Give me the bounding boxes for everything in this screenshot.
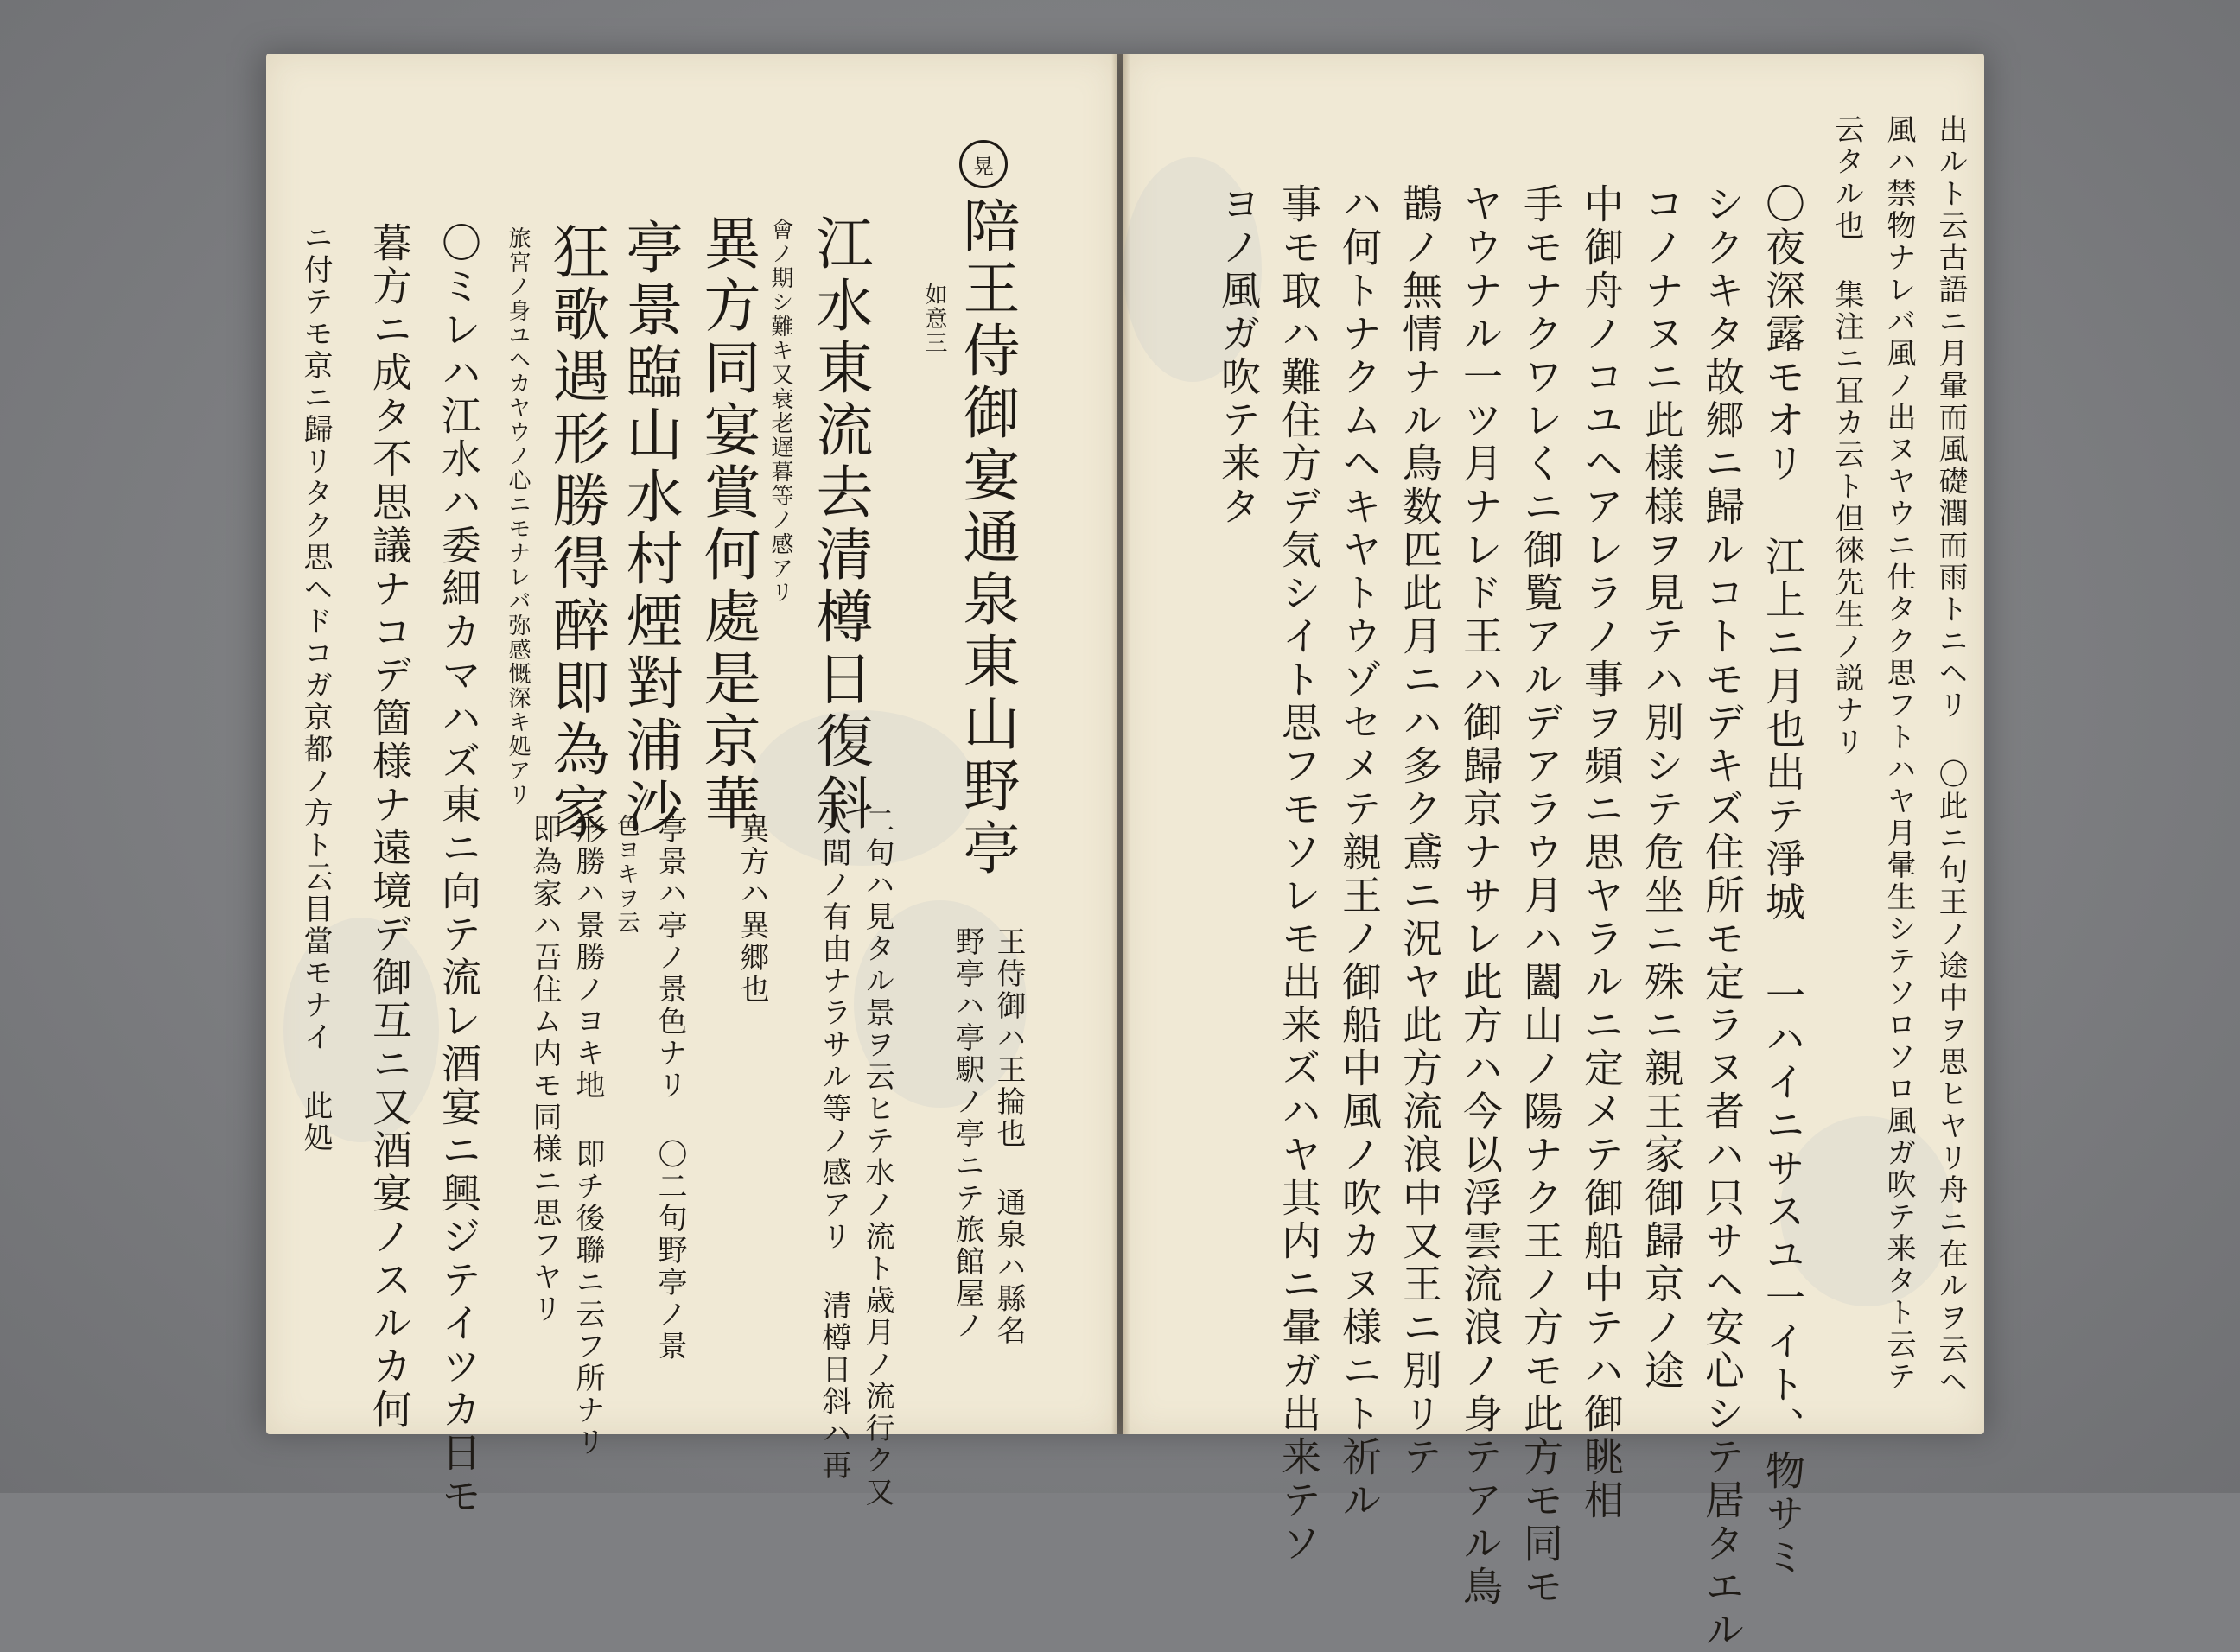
poem-line: 異方同宴賞何處是京華 — [694, 213, 760, 836]
note: 形勝ハ景勝ノヨキ地 即チ後聯ニ云フ所ナリ — [570, 814, 605, 1458]
left-page — [266, 54, 1117, 1518]
text-line: 風ハ禁物ナレバ風ノ出ヌヤウニ仕タク思フトハヤ月暈生シテソロソロ風ガ吹テ来タト云テ — [1881, 114, 1916, 1393]
note: 即為家ハ吾住ム内モ同様ニ思フヤリ — [527, 814, 562, 1325]
text-line: ハ何トナクムヘキヤトウゾセメテ親王ノ御船中風ノ吹カヌ様ニト祈ル — [1336, 183, 1383, 1522]
note: 亭景ハ亭ノ景色ナリ 〇二句野亭ノ景 — [652, 814, 687, 1363]
text-line: 〇夜深露モオリ 江上ニ月也出テ淨城 一ハイニサスユ一イト、物サミ — [1760, 183, 1806, 1579]
annotation: 會ノ期シ難キ又衰老遅暮等ノ感アリ — [767, 218, 793, 605]
text-line: ヨノ風ガ吹テ来タ — [1215, 183, 1262, 529]
book-gutter — [1111, 54, 1130, 1434]
text-line: 中御舟ノコユヘアレラノ事ヲ頻ニ思ヤラルニ定メテ御船中テハ御眺相 — [1578, 183, 1625, 1522]
text-line: ヤウナル一ツ月ナレド王ハ御歸京ナサレ此方ハ今以浮雲流浪ノ身テアル鳥 — [1457, 183, 1504, 1609]
note: 王侍御ハ王掄也 通泉ハ縣名 — [991, 926, 1026, 1347]
text-line: 手モナクワレくニ御覧アルデアラウ月ハ闔山ノ陽ナク王ノ方モ此方モ同モ — [1518, 183, 1564, 1609]
poem-line: 狂歌遇形勝得醉即為家 — [543, 222, 609, 844]
text-line: コノナヌニ此様様ヲ見テハ別シテ危坐ニ殊ニ親王家御歸京ノ途 — [1639, 183, 1685, 1393]
commentary-line: ニ付テモ京ニ歸リタク思ヘドコガ京都ノ方ト云目當モナイ 此処 — [298, 222, 333, 1154]
text-line: 云タル也 集注ニ冝カ云ト但徠先生ノ説ナリ — [1830, 114, 1864, 759]
note: 色ヨキヲ云 — [614, 814, 640, 935]
water-stain — [1780, 1116, 1953, 1306]
poem-line: 江水東流去清樽日復斜 — [806, 213, 873, 836]
text-line: 鵲ノ無情ナル鳥数匹此月ニハ多ク鳶ニ況ヤ此方流浪中又王ニ別リテ — [1397, 183, 1443, 1479]
commentary-line: 〇ミレハ江水ハ委細カマハズ東ニ向テ流レ酒宴ニ興ジテイツカ日モ — [436, 222, 482, 1518]
note: 二句ハ見タル景ヲ云ヒテ水ノ流ト歳月ノ流行ク又 — [860, 805, 894, 1509]
circled-mark: 晃 — [959, 140, 1008, 188]
text-line: 事モ取ハ難住方デ気シイト思フモソレモ出来ズハヤ其内ニ暈ガ出来テソ — [1276, 183, 1322, 1566]
text-line: シクキタ故郷ニ歸ルコトモデキズ住所モ定ラヌ者ハ只サヘ安心シテ居タエル — [1699, 183, 1746, 1652]
text-line: 出ルト云古語ニ月暈而風礎潤而雨トニヘリ 〇此ニ句王ノ途中ヲ思ヒヤリ舟ニ在ルヲ云ヘ — [1933, 114, 1968, 1398]
note: 異方ハ異郷也 — [735, 814, 769, 1006]
note: 野亭ハ亭駅ノ亭ニテ旅館屋ノ — [950, 926, 984, 1342]
note: 人間ノ有由ナラサル等ノ感アリ 清樽日斜ハ再 — [817, 805, 851, 1482]
poem-line: 亭景臨山水村煙對浦沙 — [616, 218, 683, 840]
annotation: 如意三 — [921, 283, 947, 355]
annotation: 旅宮ノ身ユヘカヤウノ心ニモナレバ弥感慨深キ処アリ — [505, 226, 531, 807]
poem-title: 陪王侍御宴通泉東山野亭 — [953, 196, 1020, 880]
right-page — [1123, 54, 1984, 1652]
commentary-line: 暮方ニ成タ不思議ナコデ箇様ナ遠境デ御互ニ又酒宴ノスルカ何 — [366, 222, 413, 1432]
